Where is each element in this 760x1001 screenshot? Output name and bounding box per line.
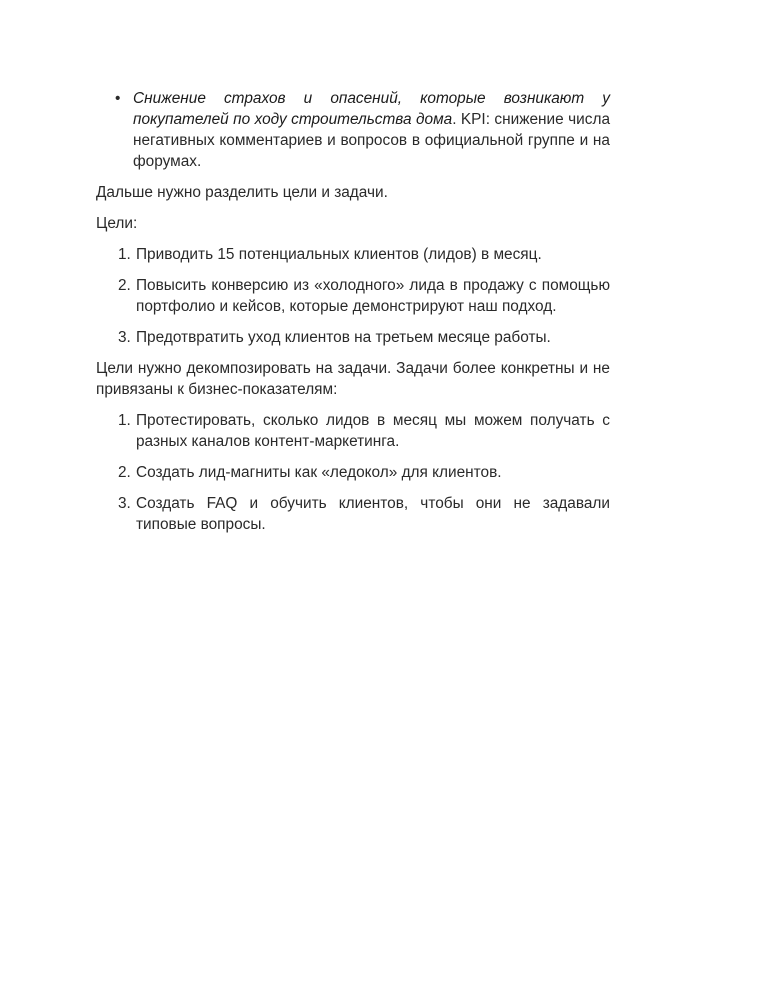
task-text: Протестировать, сколько лидов в месяц мы можем получать с разных каналов контент-маркетинга. <box>136 412 610 450</box>
decompose-paragraph: Цели нужно декомпозировать на задачи. Задачи более конкретны и не привязаны к бизнес-показателям: <box>96 360 610 398</box>
task-item <box>96 493 610 535</box>
page-content <box>96 88 610 545</box>
kpi-bullet <box>96 88 610 172</box>
goal-item <box>96 244 610 265</box>
tasks-list <box>96 410 610 535</box>
task-item <box>96 462 610 483</box>
goal-text: Предотвратить уход клиентов на третьем месяце работы. <box>136 329 551 346</box>
goal-text: Приводить 15 потенциальных клиентов (лидов) в месяц. <box>136 246 542 263</box>
task-text: Создать лид-магниты как «ледокол» для клиентов. <box>136 464 502 481</box>
task-number: 1. <box>118 412 131 429</box>
bullet-italic-text: Снижение страхов и опасений, которые возникают у покупателей по ходу строительства дома <box>133 90 610 128</box>
goals-label: Цели: <box>96 215 138 232</box>
bullet-rest-text: . KPI: снижение числа негативных комментариев и вопросов в официальной группе и на форумах. <box>133 111 611 170</box>
goals-list <box>96 244 610 348</box>
goal-number: 1. <box>118 246 131 263</box>
goal-number: 2. <box>118 277 131 294</box>
goal-item <box>96 275 610 317</box>
goal-text: Повысить конверсию из «холодного» лида в продажу с помощью портфолио и кейсов, которые демонстрируют наш подход. <box>136 277 610 315</box>
bullet-marker: • <box>115 90 121 107</box>
task-number: 2. <box>118 464 131 481</box>
goal-number: 3. <box>118 329 131 346</box>
goal-item <box>96 327 610 348</box>
task-item <box>96 410 610 452</box>
intro-paragraph: Дальше нужно разделить цели и задачи. <box>96 184 388 201</box>
task-number: 3. <box>118 495 131 512</box>
task-text: Создать FAQ и обучить клиентов, чтобы они не задавали типовые вопросы. <box>136 495 610 533</box>
